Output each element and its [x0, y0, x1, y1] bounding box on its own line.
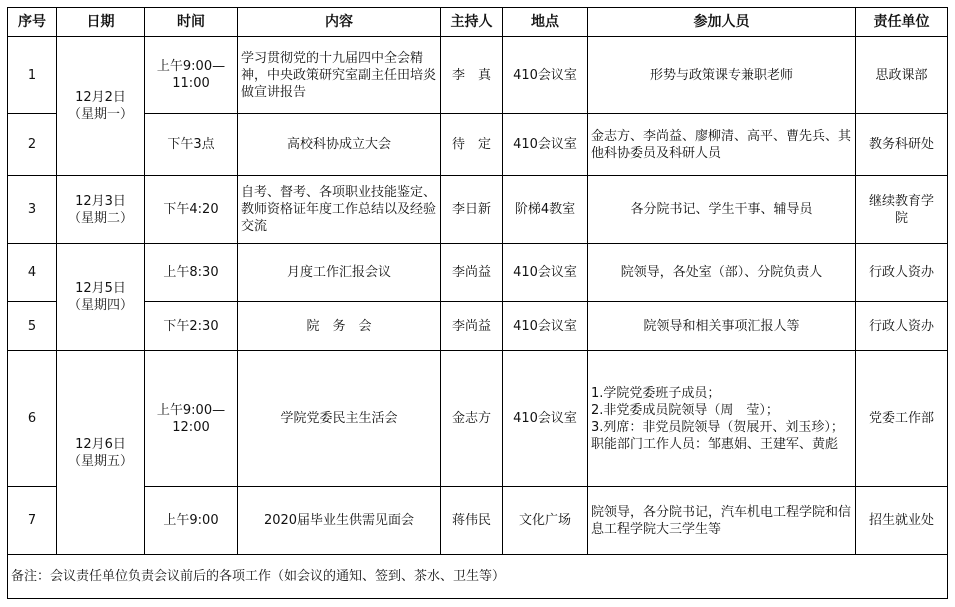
header-attendees: 参加人员: [588, 8, 856, 37]
header-row: [8, 8, 948, 37]
time-cell: 上午9:00—11:00: [145, 37, 238, 114]
date-cell: [57, 351, 145, 555]
time-cell: 下午4:20: [145, 176, 238, 244]
table-row: [8, 114, 948, 176]
place-cell: 文化广场: [503, 487, 588, 555]
attendees-cell: 院领导，各分院书记，汽车机电工程学院和信息工程学院大三学生等: [588, 487, 856, 555]
attendees-cell: 金志方、李尚益、廖柳清、高平、曹先兵、其他科协委员及科研人员: [588, 114, 856, 176]
date-cell: [57, 176, 145, 244]
unit-cell: 教务科研处: [856, 114, 948, 176]
content-cell: 月度工作汇报会议: [238, 244, 441, 302]
time-cell: 上午9:00—12:00: [145, 351, 238, 487]
schedule-table: [7, 7, 948, 599]
row-no: 1: [8, 37, 57, 114]
attendees-cell: 各分院书记、学生干事、辅导员: [588, 176, 856, 244]
date-text: 12月3日: [75, 193, 126, 209]
table-row: [8, 37, 948, 114]
unit-cell: 招生就业处: [856, 487, 948, 555]
table-row: [8, 487, 948, 555]
host-cell: 李日新: [441, 176, 503, 244]
host-cell: 蒋伟民: [441, 487, 503, 555]
host-cell: 李 真: [441, 37, 503, 114]
place-cell: 410会议室: [503, 302, 588, 351]
unit-cell: 思政课部: [856, 37, 948, 114]
weekday-text: （星期一）: [67, 107, 133, 122]
weekday-text: （星期二）: [67, 210, 133, 226]
unit-cell: 行政人资办: [856, 302, 948, 351]
header-host: 主持人: [441, 8, 503, 37]
attendees-cell: 院领导，各处室（部）、分院负责人: [588, 244, 856, 302]
time-cell: 下午2:30: [145, 302, 238, 351]
header-date: 日期: [57, 8, 145, 37]
row-no: 5: [8, 302, 57, 351]
content-cell: 自考、督考、各项职业技能鉴定、教师资格证年度工作总结以及经验交流: [238, 176, 441, 244]
time-cell: 下午3点: [145, 114, 238, 176]
weekday-text: （星期五）: [67, 453, 133, 469]
unit-cell: 行政人资办: [856, 244, 948, 302]
row-no: 7: [8, 487, 57, 555]
note-text: 备注：会议责任单位负责会议前后的各项工作（如会议的通知、签到、茶水、卫生等）: [8, 555, 948, 599]
date-cell: [57, 37, 145, 176]
table-row: [8, 244, 948, 302]
attendee-line: 2.非党委成员院领导（周 莹）；: [591, 402, 779, 418]
row-no: 6: [8, 351, 57, 487]
date-text: 12月6日: [75, 436, 126, 452]
header-content: 内容: [238, 8, 441, 37]
attendees-cell: 形势与政策课专兼职老师: [588, 37, 856, 114]
table-row: [8, 302, 948, 351]
date-text: 12月2日: [75, 90, 126, 105]
attendee-line: 3.列席：非党员院领导（贺展开、刘玉珍）；: [591, 419, 844, 435]
place-cell: 阶梯4教室: [503, 176, 588, 244]
content-cell: 学院党委民主生活会: [238, 351, 441, 487]
content-cell: 学习贯彻党的十九届四中全会精神，中央政策研究室副主任田培炎做宣讲报告: [238, 37, 441, 114]
host-cell: 李尚益: [441, 244, 503, 302]
weekday-text: （星期四）: [67, 298, 133, 313]
row-no: 2: [8, 114, 57, 176]
attendees-cell: [588, 351, 856, 487]
date-cell: [57, 244, 145, 351]
place-cell: 410会议室: [503, 37, 588, 114]
header-time: 时间: [145, 8, 238, 37]
host-cell: 待 定: [441, 114, 503, 176]
host-cell: 李尚益: [441, 302, 503, 351]
note-row: [8, 555, 948, 599]
date-text: 12月5日: [75, 281, 126, 296]
time-cell: 上午9:00: [145, 487, 238, 555]
content-cell: 2020届毕业生供需见面会: [238, 487, 441, 555]
table-row: [8, 351, 948, 487]
host-cell: 金志方: [441, 351, 503, 487]
place-cell: 410会议室: [503, 114, 588, 176]
attendees-cell: 院领导和相关事项汇报人等: [588, 302, 856, 351]
unit-cell: 继续教育学 院: [856, 176, 948, 244]
header-unit: 责任单位: [856, 8, 948, 37]
place-cell: 410会议室: [503, 244, 588, 302]
header-no: 序号: [8, 8, 57, 37]
content-cell: 院 务 会: [238, 302, 441, 351]
unit-cell: 党委工作部: [856, 351, 948, 487]
attendee-line: 职能部门工作人员：邹惠娟、王建军、黄彪: [591, 436, 839, 452]
header-place: 地点: [503, 8, 588, 37]
attendee-line: 1.学院党委班子成员；: [591, 385, 721, 401]
time-cell: 上午8:30: [145, 244, 238, 302]
place-cell: 410会议室: [503, 351, 588, 487]
table-row: [8, 176, 948, 244]
row-no: 4: [8, 244, 57, 302]
content-cell: 高校科协成立大会: [238, 114, 441, 176]
row-no: 3: [8, 176, 57, 244]
